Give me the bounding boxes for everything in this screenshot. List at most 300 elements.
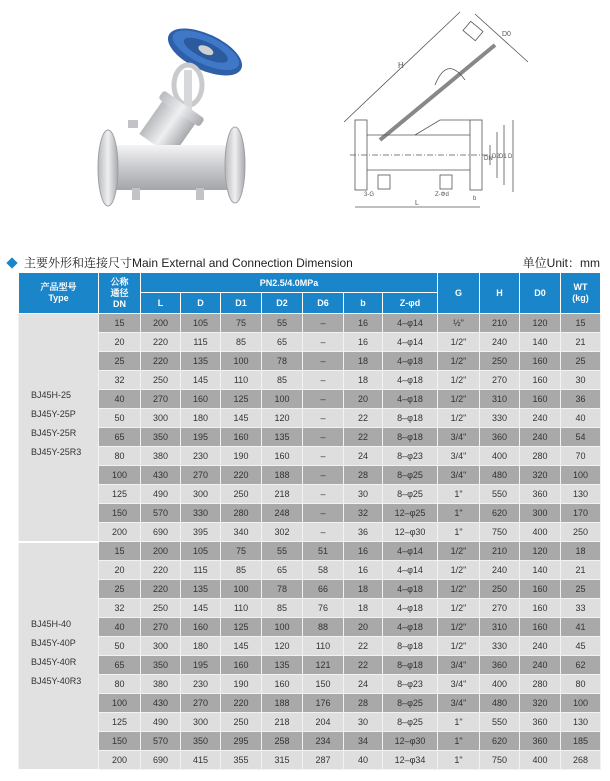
table-row xyxy=(19,561,601,580)
table-cell: 295 xyxy=(221,732,262,751)
table-cell: 85 xyxy=(262,371,303,390)
table-cell: 24 xyxy=(344,447,383,466)
table-cell: 125 xyxy=(99,713,141,732)
table-cell: 220 xyxy=(141,352,181,371)
label-3g: 3-G xyxy=(364,192,375,198)
header-dn-cn1: 公称 xyxy=(110,276,129,287)
table-cell: 65 xyxy=(262,333,303,352)
table-cell: 220 xyxy=(141,333,181,352)
table-cell: 380 xyxy=(141,675,181,694)
table-cell: ½" xyxy=(438,314,480,333)
table-cell: 8–φ18 xyxy=(383,428,438,447)
type-model: BJ45H-25 xyxy=(31,390,72,401)
table-cell: 140 xyxy=(520,333,561,352)
table-cell: 750 xyxy=(480,523,520,542)
table-cell: 15 xyxy=(99,314,141,333)
table-cell: 400 xyxy=(480,675,520,694)
table-cell: 570 xyxy=(141,732,181,751)
table-cell: – xyxy=(303,428,344,447)
table-cell: 16 xyxy=(344,333,383,352)
table-cell: 300 xyxy=(181,485,221,504)
table-cell: 1/2" xyxy=(438,409,480,428)
table-cell: 160 xyxy=(520,599,561,618)
header-dn xyxy=(99,273,141,314)
table-cell: – xyxy=(303,409,344,428)
table-cell: 65 xyxy=(99,428,141,447)
table-cell: 218 xyxy=(262,713,303,732)
table-row xyxy=(19,675,601,694)
table-cell: 1" xyxy=(438,713,480,732)
table-cell: 350 xyxy=(141,428,181,447)
table-cell: 1/2" xyxy=(438,599,480,618)
table-cell: 40 xyxy=(561,409,601,428)
table-cell: 55 xyxy=(262,542,303,561)
header-g: G xyxy=(438,273,480,314)
table-cell: 100 xyxy=(99,466,141,485)
valve-technical-drawing xyxy=(340,0,590,220)
table-cell: 340 xyxy=(221,523,262,542)
table-cell: 66 xyxy=(303,580,344,599)
table-row xyxy=(19,618,601,637)
table-cell: 3/4" xyxy=(438,447,480,466)
table-cell: 100 xyxy=(561,694,601,713)
label-b: b xyxy=(473,196,477,202)
header-d0: D0 xyxy=(520,273,561,314)
table-cell: – xyxy=(303,352,344,371)
section-title-text: 主要外形和连接尺寸Main External and Connection Dimension xyxy=(24,256,353,270)
table-cell: 80 xyxy=(99,675,141,694)
table-cell: 36 xyxy=(561,390,601,409)
table-cell: 22 xyxy=(344,637,383,656)
table-cell: 75 xyxy=(221,314,262,333)
type-model: BJ45Y-25R xyxy=(31,428,77,439)
table-cell: 250 xyxy=(480,352,520,371)
table-row xyxy=(19,485,601,504)
header-b: b xyxy=(344,293,383,314)
table-cell: 50 xyxy=(99,409,141,428)
table-cell: 15 xyxy=(99,542,141,561)
label-d: D xyxy=(508,154,513,160)
table-cell: 105 xyxy=(181,542,221,561)
table-cell: 125 xyxy=(99,485,141,504)
type-model: BJ45Y-25R3 xyxy=(31,447,82,458)
diamond-bullet-icon xyxy=(6,257,17,268)
label-dn: DN xyxy=(484,156,493,162)
table-cell: 22 xyxy=(344,409,383,428)
table-cell: 41 xyxy=(561,618,601,637)
table-cell: 25 xyxy=(561,352,601,371)
table-cell: 22 xyxy=(344,428,383,447)
table-cell: 750 xyxy=(480,751,520,770)
table-row xyxy=(19,580,601,599)
table-row xyxy=(19,314,601,333)
table-cell: 85 xyxy=(221,561,262,580)
table-cell: 4–φ18 xyxy=(383,390,438,409)
table-cell: 620 xyxy=(480,504,520,523)
table-cell: 18 xyxy=(344,599,383,618)
table-cell: 300 xyxy=(141,637,181,656)
table-cell: 62 xyxy=(561,656,601,675)
table-cell: 250 xyxy=(561,523,601,542)
table-cell: 18 xyxy=(344,352,383,371)
table-body xyxy=(19,314,601,770)
table-cell: 430 xyxy=(141,694,181,713)
table-cell: 20 xyxy=(99,561,141,580)
table-cell: 4–φ14 xyxy=(383,314,438,333)
table-cell: 240 xyxy=(520,428,561,447)
table-cell: 145 xyxy=(221,637,262,656)
section-title xyxy=(6,254,353,271)
type-cell xyxy=(19,542,99,770)
table-cell: 110 xyxy=(303,637,344,656)
header-l: L xyxy=(141,293,181,314)
table-cell: 690 xyxy=(141,523,181,542)
table-cell: 3/4" xyxy=(438,428,480,447)
table-cell: 150 xyxy=(99,504,141,523)
table-cell: 200 xyxy=(99,523,141,542)
table-cell: 12–φ30 xyxy=(383,732,438,751)
table-cell: 350 xyxy=(181,732,221,751)
table-cell: 1/2" xyxy=(438,352,480,371)
table-cell: 280 xyxy=(221,504,262,523)
header-dn-en: DN xyxy=(113,298,126,309)
table-cell: 195 xyxy=(181,428,221,447)
type-model: BJ45Y-40R xyxy=(31,656,77,667)
table-cell: 54 xyxy=(561,428,601,447)
table-cell: 1" xyxy=(438,523,480,542)
type-model: BJ45Y-40R3 xyxy=(31,675,82,686)
table-cell: 360 xyxy=(480,656,520,675)
table-cell: 550 xyxy=(480,485,520,504)
table-cell: 30 xyxy=(561,371,601,390)
table-cell: 230 xyxy=(181,675,221,694)
table-cell: 100 xyxy=(99,694,141,713)
table-cell: – xyxy=(303,314,344,333)
table-cell: 16 xyxy=(344,561,383,580)
table-cell: 18 xyxy=(561,542,601,561)
table-cell: 120 xyxy=(520,542,561,561)
table-cell: 150 xyxy=(303,675,344,694)
table-row xyxy=(19,713,601,732)
table-cell: 230 xyxy=(181,447,221,466)
header-d6: D6 xyxy=(303,293,344,314)
table-cell: 125 xyxy=(221,390,262,409)
table-cell: 270 xyxy=(480,599,520,618)
table-cell: 34 xyxy=(344,732,383,751)
label-d0: D0 xyxy=(502,31,511,38)
table-cell: 145 xyxy=(181,371,221,390)
table-cell: 3/4" xyxy=(438,656,480,675)
table-cell: 4–φ14 xyxy=(383,542,438,561)
table-cell: 15 xyxy=(561,314,601,333)
table-cell: 280 xyxy=(520,447,561,466)
table-cell: 268 xyxy=(561,751,601,770)
table-cell: 40 xyxy=(99,390,141,409)
table-cell: 88 xyxy=(303,618,344,637)
table-cell: 1/2" xyxy=(438,333,480,352)
table-cell: 160 xyxy=(262,447,303,466)
table-cell: 270 xyxy=(480,371,520,390)
table-cell: 70 xyxy=(561,447,601,466)
table-cell: 258 xyxy=(262,732,303,751)
table-cell: 135 xyxy=(181,580,221,599)
table-cell: 200 xyxy=(99,751,141,770)
table-cell: 100 xyxy=(221,580,262,599)
table-cell: 250 xyxy=(141,599,181,618)
header-wt xyxy=(561,273,601,314)
table-cell: 270 xyxy=(181,466,221,485)
table-cell: 1" xyxy=(438,485,480,504)
table-cell: 135 xyxy=(262,656,303,675)
table-cell: 415 xyxy=(181,751,221,770)
table-cell: 65 xyxy=(262,561,303,580)
table-cell: 220 xyxy=(141,580,181,599)
label-l: L xyxy=(415,200,419,207)
table-cell: 1/2" xyxy=(438,390,480,409)
table-cell: 330 xyxy=(480,637,520,656)
table-row xyxy=(19,599,601,618)
table-cell: 12–φ34 xyxy=(383,751,438,770)
table-cell: 270 xyxy=(181,694,221,713)
table-cell: 320 xyxy=(520,694,561,713)
table-cell: 18 xyxy=(344,580,383,599)
table-cell: 180 xyxy=(181,637,221,656)
table-cell: 160 xyxy=(181,618,221,637)
table-cell: 200 xyxy=(141,542,181,561)
table-cell: 40 xyxy=(344,751,383,770)
table-cell: 300 xyxy=(181,713,221,732)
table-cell: 1" xyxy=(438,751,480,770)
table-cell: 45 xyxy=(561,637,601,656)
table-cell: 105 xyxy=(181,314,221,333)
table-cell: 220 xyxy=(221,694,262,713)
table-row xyxy=(19,694,601,713)
header-h: H xyxy=(480,273,520,314)
table-row xyxy=(19,409,601,428)
table-cell: 8–φ18 xyxy=(383,656,438,675)
table-cell: 218 xyxy=(262,485,303,504)
table-cell: 380 xyxy=(141,447,181,466)
table-row xyxy=(19,732,601,751)
table-cell: 1/2" xyxy=(438,371,480,390)
table-cell: 100 xyxy=(262,390,303,409)
table-cell: 120 xyxy=(262,637,303,656)
table-cell: 240 xyxy=(480,561,520,580)
table-cell: 21 xyxy=(561,561,601,580)
table-cell: 4–φ18 xyxy=(383,580,438,599)
table-cell: 350 xyxy=(141,656,181,675)
table-row xyxy=(19,504,601,523)
table-cell: 8–φ25 xyxy=(383,694,438,713)
table-cell: 8–φ25 xyxy=(383,713,438,732)
table-cell: 250 xyxy=(221,713,262,732)
table-cell: 195 xyxy=(181,656,221,675)
table-cell: 200 xyxy=(141,314,181,333)
table-cell: 125 xyxy=(221,618,262,637)
dimension-table xyxy=(18,273,601,771)
table-cell: 185 xyxy=(561,732,601,751)
table-cell: 234 xyxy=(303,732,344,751)
table-cell: 240 xyxy=(520,656,561,675)
table-cell: 4–φ14 xyxy=(383,561,438,580)
table-cell: 160 xyxy=(520,390,561,409)
header-type xyxy=(19,273,99,314)
label-d1: D1 xyxy=(499,154,507,160)
table-cell: 490 xyxy=(141,713,181,732)
table-cell: 240 xyxy=(520,637,561,656)
table-cell: 280 xyxy=(520,675,561,694)
table-cell: 360 xyxy=(520,713,561,732)
table-cell: 4–φ18 xyxy=(383,599,438,618)
table-cell: 1/2" xyxy=(438,542,480,561)
table-cell: 4–φ14 xyxy=(383,333,438,352)
table-cell: 8–φ18 xyxy=(383,637,438,656)
header-type-cn: 产品型号 xyxy=(40,282,77,292)
table-cell: 1/2" xyxy=(438,637,480,656)
table-cell: 160 xyxy=(520,580,561,599)
table-cell: 188 xyxy=(262,694,303,713)
table-cell: 300 xyxy=(141,409,181,428)
table-cell: 145 xyxy=(221,409,262,428)
table-cell: 50 xyxy=(99,637,141,656)
table-cell: 20 xyxy=(344,618,383,637)
table-cell: 4–φ18 xyxy=(383,618,438,637)
label-d2: D2 xyxy=(492,154,500,160)
table-cell: 65 xyxy=(99,656,141,675)
table-cell: 210 xyxy=(480,542,520,561)
header-d2: D2 xyxy=(262,293,303,314)
table-row xyxy=(19,751,601,770)
table-row xyxy=(19,637,601,656)
table-cell: 4–φ18 xyxy=(383,352,438,371)
table-cell: 24 xyxy=(344,675,383,694)
table-cell: 140 xyxy=(520,561,561,580)
table-cell: 300 xyxy=(520,504,561,523)
table-cell: 8–φ25 xyxy=(383,466,438,485)
header-wt-unit: (kg) xyxy=(572,293,589,303)
table-cell: 80 xyxy=(561,675,601,694)
table-cell: 550 xyxy=(480,713,520,732)
unit-label: 单位Unit：mm xyxy=(522,256,600,270)
table-cell: 80 xyxy=(99,447,141,466)
table-cell: 4–φ18 xyxy=(383,371,438,390)
table-cell: 180 xyxy=(181,409,221,428)
table-cell: 320 xyxy=(520,466,561,485)
label-zd: Z-Φd xyxy=(435,192,449,198)
type-model: BJ45Y-40P xyxy=(31,637,76,648)
table-cell: 115 xyxy=(181,561,221,580)
table-cell: 570 xyxy=(141,504,181,523)
table-cell: 250 xyxy=(141,371,181,390)
table-cell: 30 xyxy=(344,713,383,732)
table-cell: 1" xyxy=(438,504,480,523)
header-d1: D1 xyxy=(221,293,262,314)
table-cell: 76 xyxy=(303,599,344,618)
table-cell: 130 xyxy=(561,485,601,504)
table-cell: 360 xyxy=(480,428,520,447)
table-cell: – xyxy=(303,504,344,523)
table-cell: – xyxy=(303,485,344,504)
table-cell: 395 xyxy=(181,523,221,542)
table-cell: 21 xyxy=(561,333,601,352)
type-spacer xyxy=(31,545,98,615)
table-cell: 150 xyxy=(99,732,141,751)
table-cell: 270 xyxy=(141,390,181,409)
table-cell: 40 xyxy=(99,618,141,637)
type-spacer xyxy=(31,691,98,767)
valve-product-photo xyxy=(80,0,280,240)
table-cell: 160 xyxy=(520,618,561,637)
table-cell: 36 xyxy=(344,523,383,542)
table-cell: 160 xyxy=(221,656,262,675)
table-row xyxy=(19,523,601,542)
type-spacer xyxy=(31,462,98,538)
table-cell: 3/4" xyxy=(438,466,480,485)
table-cell: 330 xyxy=(181,504,221,523)
table-cell: 190 xyxy=(221,447,262,466)
table-cell: 3/4" xyxy=(438,694,480,713)
table-cell: 3/4" xyxy=(438,675,480,694)
table-cell: 248 xyxy=(262,504,303,523)
table-cell: 25 xyxy=(99,580,141,599)
table-cell: 12–φ30 xyxy=(383,523,438,542)
table-cell: 310 xyxy=(480,390,520,409)
type-model: BJ45H-40 xyxy=(31,618,72,629)
table-cell: 58 xyxy=(303,561,344,580)
table-cell: 22 xyxy=(344,656,383,675)
table-row xyxy=(19,466,601,485)
table-cell: 135 xyxy=(181,352,221,371)
table-cell: 32 xyxy=(99,599,141,618)
table-cell: – xyxy=(303,466,344,485)
table-cell: 302 xyxy=(262,523,303,542)
table-cell: 115 xyxy=(181,333,221,352)
table-cell: 8–φ23 xyxy=(383,675,438,694)
table-cell: 1" xyxy=(438,732,480,751)
table-cell: 160 xyxy=(181,390,221,409)
header-wt-label: WT xyxy=(573,282,588,292)
header-dn-cn2: 通径 xyxy=(110,287,129,298)
table-cell: 78 xyxy=(262,352,303,371)
table-cell: 100 xyxy=(262,618,303,637)
table-cell: 287 xyxy=(303,751,344,770)
table-cell: 20 xyxy=(99,333,141,352)
table-cell: 204 xyxy=(303,713,344,732)
table-row xyxy=(19,542,601,561)
table-cell: 145 xyxy=(181,599,221,618)
table-cell: 12–φ25 xyxy=(383,504,438,523)
table-cell: 190 xyxy=(221,675,262,694)
table-cell: 176 xyxy=(303,694,344,713)
table-cell: 30 xyxy=(344,485,383,504)
table-cell: 28 xyxy=(344,694,383,713)
table-cell: 360 xyxy=(520,485,561,504)
table-row xyxy=(19,371,601,390)
table-cell: 210 xyxy=(480,314,520,333)
table-cell: 315 xyxy=(262,751,303,770)
table-cell: 400 xyxy=(480,447,520,466)
table-cell: 85 xyxy=(221,333,262,352)
table-cell: 135 xyxy=(262,428,303,447)
table-cell: 690 xyxy=(141,751,181,770)
header-z-phi-d: Z-φd xyxy=(383,293,438,314)
type-spacer xyxy=(31,316,98,386)
table-cell: – xyxy=(303,390,344,409)
table-cell: 240 xyxy=(520,409,561,428)
table-cell: 55 xyxy=(262,314,303,333)
table-cell: 8–φ25 xyxy=(383,485,438,504)
table-row xyxy=(19,656,601,675)
